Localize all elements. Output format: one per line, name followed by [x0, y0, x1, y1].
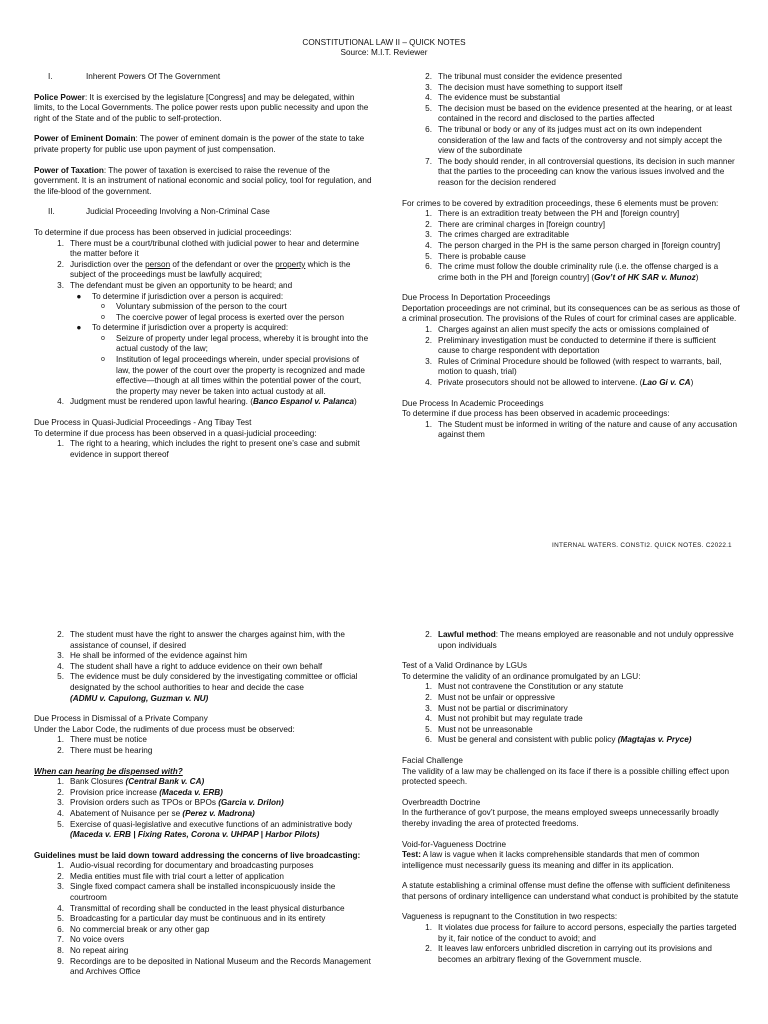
list-item: 2. Provision price increase (Maceda v. ERB) — [57, 787, 223, 797]
list-item: 6. The tribunal or body or any of its judges must act on its own independent consideration of the law and facts of the controversy and not simply accept the view of the subordinate — [425, 124, 722, 156]
list-item: 3. The decision must have something to support itself — [425, 82, 623, 92]
repugnant-paragraph: Vagueness is repugnant to the Constitution in two respects: — [402, 912, 618, 922]
list-item: 2. Media entities must file with trial court a letter of application — [57, 871, 284, 881]
police-power-paragraph: Police Power: It is exercised by the legislature [Congress] and may be delegated, within limits, to the Local Governments. The police power rests upon public necessity and upon the right of the State and of the public to self-protection. — [34, 92, 369, 123]
live-broadcasting-heading: Guidelines must be laid down toward addressing the concerns of live broadcasting: — [34, 850, 361, 860]
list-item: 6. No commercial break or any other gap — [57, 924, 210, 934]
list-item: 1. The right to a hearing, which includes the right to present one’s case and submit evidence in support thereof — [57, 439, 360, 459]
page2-left-column — [34, 630, 372, 978]
section-heading-2: II. Judicial Proceeding Involving a Non-Criminal Case — [48, 207, 270, 217]
valid-ordinance-heading: Test of a Valid Ordinance by LGUs — [402, 661, 527, 671]
list-item: 8. No repeat airing — [57, 946, 129, 956]
page-number: 1 — [728, 542, 732, 549]
facial-challenge-heading: Facial Challenge — [402, 755, 463, 765]
statute-paragraph: A statute establishing a criminal offense must define the offense with sufficient definiteness that persons of ordinary intelligence can understand what conduct is prohibited by the statute — [402, 881, 739, 901]
quasi-judicial-heading: Due Process in Quasi-Judicial Proceedings - Ang Tibay Test — [34, 418, 252, 428]
eminent-domain-paragraph: Power of Eminent Domain: The power of eminent domain is the power of the state to take private property for public use upon payment of just compensation. — [34, 134, 365, 154]
list-item: 2. Jurisdiction over the person of the defendant or over the property which is the subject of the proceedings must be lawfully acquired; — [57, 259, 351, 280]
list-item: 4. Judgment must be rendered upon lawful hearing. (Banco Espanol v. Palanca) — [57, 397, 357, 407]
bullet-item: ● To determine if jurisdiction over a property is acquired: — [76, 323, 289, 333]
sub-bullet-item: o Institution of legal proceedings wherein, under special provisions of law, the power of the court over the property is recognized and made effective—though at all times within the potential power of the court, the property may never be taken into actual custody at all. — [101, 355, 365, 396]
list-item: 5. Exercise of quasi-legislative and executive functions of an administrative body (Maceda v. ERB | Fixing Rates, Corona v. UHPAP | Harbor Pilots) — [57, 819, 353, 840]
list-item: 2. Must not be unfair or oppressive — [425, 692, 555, 702]
taxation-paragraph: Power of Taxation: The power of taxation is exercised to raise the revenue of the government. It is an instrument of national economic and social policy, tool for regulation, and the life-blood of the government. — [34, 165, 372, 196]
list-item: 4. The student shall have a right to adduce evidence on their own behalf — [57, 661, 323, 671]
list-item: 3. The crimes charged are extraditable — [425, 230, 570, 240]
list-item: 2. It leaves law enforcers unbridled discretion in carrying out its provisions and becomes an arbitrary flexing of the Government muscle. — [425, 944, 712, 964]
list-item: 1. There is an extradition treaty between the PH and [foreign country] — [425, 209, 680, 219]
page2-right-column — [402, 630, 740, 965]
list-item: 2. The tribunal must consider the evidence presented — [425, 72, 622, 81]
extradition-heading: For crimes to be covered by extradition proceedings, these 6 elements must be proven: — [402, 198, 719, 208]
page-gap — [0, 582, 768, 624]
list-item: 1. There must be a court/tribunal clothed with judicial power to hear and determine the matter before it — [57, 238, 359, 259]
list-item: 1. Charges against an alien must specify the acts or omissions complained of — [425, 325, 709, 335]
vagueness-test-paragraph: Test: A law is vague when it lacks comprehensible standards that men of common intelligence must necessarily guess its meaning and differ in its application. — [402, 850, 700, 870]
sub-bullet-item: o The coercive power of legal process is exerted over the person — [101, 312, 345, 322]
list-item: 6. Must be general and consistent with public policy (Magtajas v. Pryce) — [425, 735, 692, 745]
facial-challenge-paragraph: The validity of a law may be challenged on its face if there is a possible chilling effect upon protected speech. — [402, 766, 730, 787]
list-item: 1. Must not contravene the Constitution or any statute — [425, 682, 624, 692]
list-item: 5. Broadcasting for a particular day must be continuous and in its entirety — [57, 914, 326, 924]
list-item: 7. No voice overs — [57, 935, 125, 945]
list-item: 4. Must not prohibit but may regulate trade — [425, 714, 583, 724]
list-item: 2. Preliminary investigation must be conducted to determine if there is sufficient cause to charge respondent with deportation — [425, 335, 716, 356]
list-item: 6. The crime must follow the double criminality rule (i.e. the offense charged is a crime both in the PH and [foreign country] (Gov’t of HK SAR v. Munoz) — [425, 262, 719, 282]
list-item: 3. The defendant must be given an opportunity to be heard; and — [57, 280, 293, 290]
list-item: 7. The body should render, in all controversial questions, its decision in such manner that the parties to the proceeding can know the various issues involved and the reason for the decision rendered — [425, 156, 735, 187]
document-source: Source: M.I.T. Reviewer — [340, 48, 428, 57]
list-item: 1. There must be notice — [57, 735, 147, 745]
quasi-judicial-subheading: To determine if due process has been observed in a quasi-judicial proceeding: — [34, 428, 317, 438]
deportation-paragraph: Deportation proceedings are not criminal, but its consequences can be as serious as those of a criminal prosecution. The provisions of the Rules of court for criminal cases are applicable. — [402, 303, 740, 324]
list-item: 5. Must not be unreasonable — [425, 724, 533, 734]
deportation-heading: Due Process In Deportation Proceedings — [402, 293, 551, 303]
academic-heading: Due Process In Academic Proceedings — [402, 398, 544, 408]
list-item: 4. Abatement of Nuisance per se (Perez v. Madrona) — [57, 808, 255, 818]
list-item: 3. Provision orders such as TPOs or BPOs (Garcia v. Drilon) — [57, 798, 284, 808]
valid-ordinance-subheading: To determine the validity of an ordinance promulgated by an LGU: — [402, 671, 641, 681]
section-heading-1: I. Inherent Powers Of The Government — [48, 72, 221, 81]
list-item: 3. Rules of Criminal Procedure should be followed (with respect to warrants, bail, motion to quash, trial) — [425, 356, 722, 377]
document-header — [0, 38, 768, 58]
list-item: 1. Audio-visual recording for documentary and broadcasting purposes — [57, 861, 314, 871]
list-item: 3. He shall be informed of the evidence against him — [57, 651, 248, 661]
list-item: 5. The evidence must be duly considered by the investigating committee or official designated by the school authorities to hear and decide the case (ADMU v. Capulong, Guzman v. NU) — [57, 672, 358, 703]
academic-subheading: To determine if due process has been observed in academic proceedings: — [402, 409, 670, 419]
list-item: 1. Bank Closures (Central Bank v. CA) — [57, 777, 205, 787]
list-item: 2. The student must have the right to answer the charges against him, with the assistance of counsel, if desired — [57, 630, 345, 650]
overbreadth-paragraph: In the furtherance of gov’t purpose, the means employed sweeps unnecessarily broadly thereby invading the area of protected freedoms. — [402, 808, 719, 828]
list-item: 2. Lawful method: The means employed are reasonable and not unduly oppressive upon individuals — [425, 630, 734, 650]
list-item: 1. The Student must be informed in writing of the nature and cause of any accusation against them — [425, 419, 738, 440]
hearing-dispensed-heading: When can hearing be dispensed with? — [34, 766, 183, 776]
list-item: 4. Transmittal of recording shall be conducted in the least physical disturbance — [57, 903, 345, 913]
bullet-item: ● To determine if jurisdiction over a person is acquired: — [76, 291, 284, 301]
list-item: 9. Recordings are to be deposited in National Museum and the Records Management and Archives Office — [57, 956, 371, 977]
list-item: 4. Private prosecutors should not be allowed to intervene. (Lao Gi v. CA) — [425, 378, 694, 388]
document-page-2 — [0, 624, 768, 1024]
list-item: 2. There are criminal charges in [foreign country] — [425, 219, 606, 229]
private-company-subheading: Under the Labor Code, the rudiments of due process must be observed: — [34, 724, 295, 734]
list-item: 5. The decision must be based on the evidence presented at the hearing, or at least contained in the record and disclosed to the parties affected — [425, 103, 733, 124]
list-item: 2. There must be hearing — [57, 745, 153, 755]
sub-bullet-item: o Voluntary submission of the person to the court — [101, 302, 287, 312]
list-item: 1. It violates due process for failure to accord persons, especially the parties targeted by it, fair notice of the conduct to avoid; and — [425, 923, 737, 943]
vagueness-heading: Void-for-Vagueness Doctrine — [402, 839, 507, 849]
overbreadth-heading: Overbreadth Doctrine — [402, 797, 481, 807]
page1-right-column — [402, 72, 740, 441]
list-item: 4. The person charged in the PH is the same person charged in [foreign country] — [425, 240, 721, 250]
page-footer: INTERNAL WATERS. CONSTI2. QUICK NOTES. C2022. — [552, 542, 729, 549]
document-title: CONSTITUTIONAL LAW II – QUICK NOTES — [302, 38, 466, 47]
private-company-heading: Due Process in Dismissal of a Private Company — [34, 714, 208, 724]
sub-bullet-item: o Seizure of property under legal process, whereby it is brought into the actual custody of the law; — [101, 333, 369, 354]
judicial-proceedings-heading: To determine if due process has been observed in judicial proceedings: — [34, 227, 292, 237]
list-item: 3. Single fixed compact camera shall be installed inconspicuously inside the courtroom — [57, 882, 336, 903]
list-item: 4. The evidence must be substantial — [425, 93, 560, 103]
list-item: 5. There is probable cause — [425, 251, 526, 261]
page1-left-column — [34, 72, 372, 460]
list-item: 3. Must not be partial or discriminatory — [425, 703, 568, 713]
